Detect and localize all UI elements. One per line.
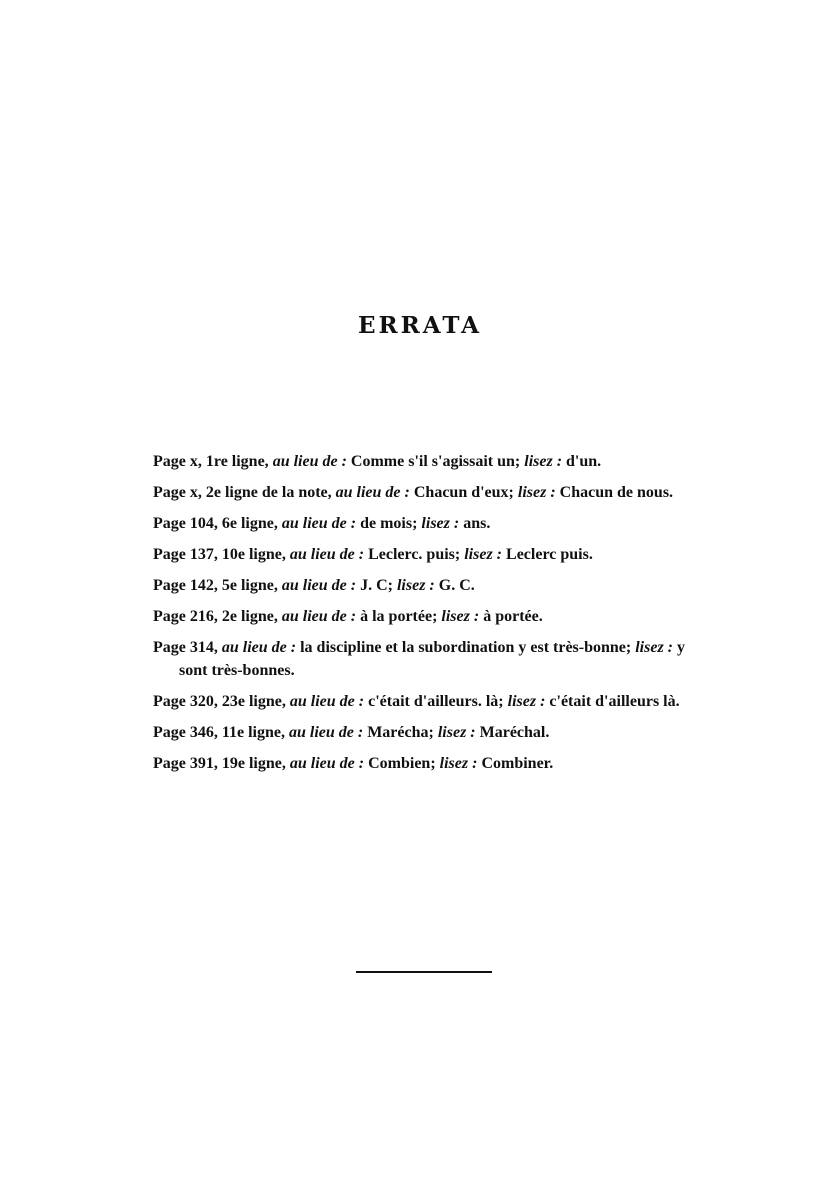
- errata-entry: [153, 752, 701, 775]
- entry-wrong-text: la discipline et la subordination y est très-bonne;: [300, 639, 632, 656]
- entry-au-lieu-de: au lieu de :: [281, 608, 357, 625]
- entry-au-lieu-de: au lieu de :: [288, 724, 364, 741]
- page-title: ERRATA: [357, 312, 483, 339]
- errata-entry: [153, 450, 701, 473]
- entry-au-lieu-de: au lieu de :: [281, 577, 357, 594]
- errata-entry: [153, 690, 701, 713]
- entry-wrong-text: c'était d'ailleurs. là;: [368, 693, 504, 710]
- entry-lisez: lisez :: [524, 453, 563, 470]
- entry-reference: Page 346, 11e ligne,: [153, 724, 285, 741]
- entry-wrong-text: Marécha;: [367, 724, 434, 741]
- entry-lisez: lisez :: [441, 608, 480, 625]
- errata-entry: [153, 574, 701, 597]
- entry-correct-text: Leclerc puis.: [506, 546, 593, 563]
- errata-list: [153, 450, 701, 783]
- entry-reference: Page x, 2e ligne de la note,: [153, 484, 332, 501]
- entry-correct-text: Chacun de nous.: [559, 484, 674, 501]
- entry-reference: Page 391, 19e ligne,: [153, 755, 286, 772]
- entry-au-lieu-de: au lieu de :: [335, 484, 410, 501]
- entry-lisez: lisez :: [507, 693, 546, 710]
- entry-au-lieu-de: au lieu de :: [289, 693, 365, 710]
- entry-reference: Page 137, 10e ligne,: [153, 546, 286, 563]
- entry-au-lieu-de: au lieu de :: [289, 546, 365, 563]
- entry-lisez: lisez :: [464, 546, 503, 563]
- entry-wrong-text: de mois;: [360, 515, 418, 532]
- entry-correct-text: d'un.: [566, 453, 602, 470]
- entry-lisez: lisez :: [517, 484, 556, 501]
- entry-au-lieu-de: au lieu de :: [289, 755, 365, 772]
- errata-entry: [153, 605, 701, 628]
- entry-lisez: lisez :: [396, 577, 435, 594]
- errata-entry: [153, 543, 701, 566]
- entry-lisez: lisez :: [635, 639, 674, 656]
- errata-entry: [153, 481, 701, 504]
- entry-au-lieu-de: au lieu de :: [272, 453, 347, 470]
- entry-lisez: lisez :: [421, 515, 460, 532]
- closing-rule: [356, 971, 492, 973]
- entry-wrong-text: Combien;: [368, 755, 436, 772]
- entry-reference: Page 142, 5e ligne,: [153, 577, 278, 594]
- entry-lisez: lisez :: [437, 724, 476, 741]
- entry-au-lieu-de: au lieu de :: [221, 639, 297, 656]
- errata-entry: [153, 721, 701, 744]
- entry-wrong-text: Chacun d'eux;: [413, 484, 514, 501]
- entry-wrong-text: à la portée;: [360, 608, 438, 625]
- entry-reference: Page x, 1re ligne,: [153, 453, 269, 470]
- entry-reference: Page 320, 23e ligne,: [153, 693, 286, 710]
- errata-entry: [153, 512, 701, 535]
- entry-reference: Page 314,: [153, 639, 218, 656]
- entry-reference: Page 216, 2e ligne,: [153, 608, 278, 625]
- entry-correct-text: c'était d'ailleurs là.: [549, 693, 680, 710]
- errata-entry: [153, 636, 701, 682]
- entry-wrong-text: Leclerc. puis;: [368, 546, 461, 563]
- entry-correct-text: y sont très-bonnes.: [179, 639, 686, 679]
- entry-correct-text: Combiner.: [481, 755, 554, 772]
- entry-reference: Page 104, 6e ligne,: [153, 515, 278, 532]
- entry-correct-text: Maréchal.: [479, 724, 550, 741]
- entry-correct-text: à portée.: [483, 608, 543, 625]
- entry-wrong-text: Comme s'il s'agissait un;: [350, 453, 521, 470]
- entry-lisez: lisez :: [439, 755, 478, 772]
- entry-correct-text: ans.: [463, 515, 491, 532]
- entry-correct-text: G. C.: [438, 577, 475, 594]
- entry-au-lieu-de: au lieu de :: [281, 515, 357, 532]
- entry-wrong-text: J. C;: [360, 577, 393, 594]
